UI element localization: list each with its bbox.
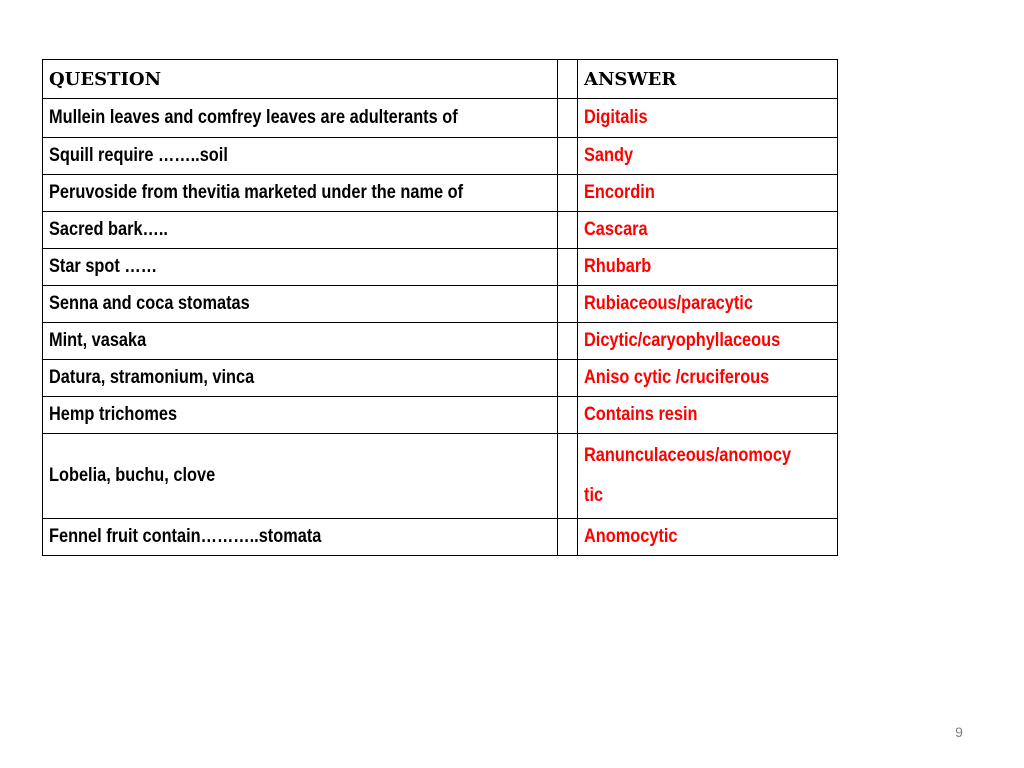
answer-header: ANSWER xyxy=(578,60,838,99)
spacer-cell xyxy=(558,323,578,360)
question-cell xyxy=(43,397,558,434)
spacer-cell xyxy=(558,434,578,519)
question-cell xyxy=(43,434,558,519)
question-cell xyxy=(43,175,558,212)
question-cell xyxy=(43,286,558,323)
answer-text: Dicytic/caryophyllaceous xyxy=(584,330,781,351)
answer-text: Encordin xyxy=(584,182,655,203)
answer-cell xyxy=(578,434,838,519)
question-text: Fennel fruit contain………..stomata xyxy=(49,526,322,547)
spacer-cell xyxy=(558,286,578,323)
question-cell xyxy=(43,323,558,360)
table-row xyxy=(43,519,838,556)
table-header-row xyxy=(43,60,838,99)
table-row xyxy=(43,323,838,360)
question-text: Datura, stramonium, vinca xyxy=(49,367,255,388)
answer-cell xyxy=(578,249,838,286)
question-text: Mint, vasaka xyxy=(49,330,147,351)
answer-cell xyxy=(578,323,838,360)
question-text: Lobelia, buchu, clove xyxy=(49,465,216,486)
answer-text: Rhubarb xyxy=(584,256,652,277)
spacer-cell xyxy=(558,360,578,397)
answer-text: Sandy xyxy=(584,145,634,166)
question-cell xyxy=(43,138,558,175)
question-text: Mullein leaves and comfrey leaves are adulterants of xyxy=(49,107,458,128)
spacer-cell xyxy=(558,99,578,138)
question-cell xyxy=(43,212,558,249)
question-header: QUESTION xyxy=(43,60,558,99)
question-text: Hemp trichomes xyxy=(49,404,178,425)
question-text: Senna and coca stomatas xyxy=(49,293,250,314)
table-row xyxy=(43,397,838,434)
spacer-cell xyxy=(558,60,578,99)
answer-cell xyxy=(578,99,838,138)
answer-cell xyxy=(578,519,838,556)
question-cell xyxy=(43,519,558,556)
spacer-cell xyxy=(558,138,578,175)
spacer-cell xyxy=(558,519,578,556)
table-row xyxy=(43,212,838,249)
table-row xyxy=(43,99,838,138)
answer-text: Anomocytic xyxy=(584,526,678,547)
question-text: Squill require ……..soil xyxy=(49,145,228,166)
answer-cell xyxy=(578,286,838,323)
qa-table xyxy=(42,59,838,556)
answer-text: Cascara xyxy=(584,219,648,240)
spacer-cell xyxy=(558,212,578,249)
answer-cell xyxy=(578,397,838,434)
spacer-cell xyxy=(558,249,578,286)
spacer-cell xyxy=(558,397,578,434)
table-row xyxy=(43,286,838,323)
answer-text: Ranunculaceous/anomocytic xyxy=(584,445,792,506)
table-row xyxy=(43,175,838,212)
table-row xyxy=(43,249,838,286)
answer-cell xyxy=(578,175,838,212)
table-row xyxy=(43,138,838,175)
question-text: Sacred bark….. xyxy=(49,219,168,240)
answer-cell xyxy=(578,360,838,397)
question-cell xyxy=(43,99,558,138)
answer-text: Aniso cytic /cruciferous xyxy=(584,367,770,388)
question-text: Star spot …… xyxy=(49,256,158,277)
question-cell xyxy=(43,360,558,397)
answer-text: Digitalis xyxy=(584,107,648,128)
question-text: Peruvoside from thevitia marketed under the name of xyxy=(49,182,464,203)
table-row xyxy=(43,360,838,397)
question-cell xyxy=(43,249,558,286)
spacer-cell xyxy=(558,175,578,212)
page-number: 9 xyxy=(955,724,963,740)
table-row xyxy=(43,434,838,519)
answer-cell xyxy=(578,212,838,249)
answer-text: Rubiaceous/paracytic xyxy=(584,293,753,314)
answer-text: Contains resin xyxy=(584,404,698,425)
answer-cell xyxy=(578,138,838,175)
qa-table-body xyxy=(43,60,838,556)
